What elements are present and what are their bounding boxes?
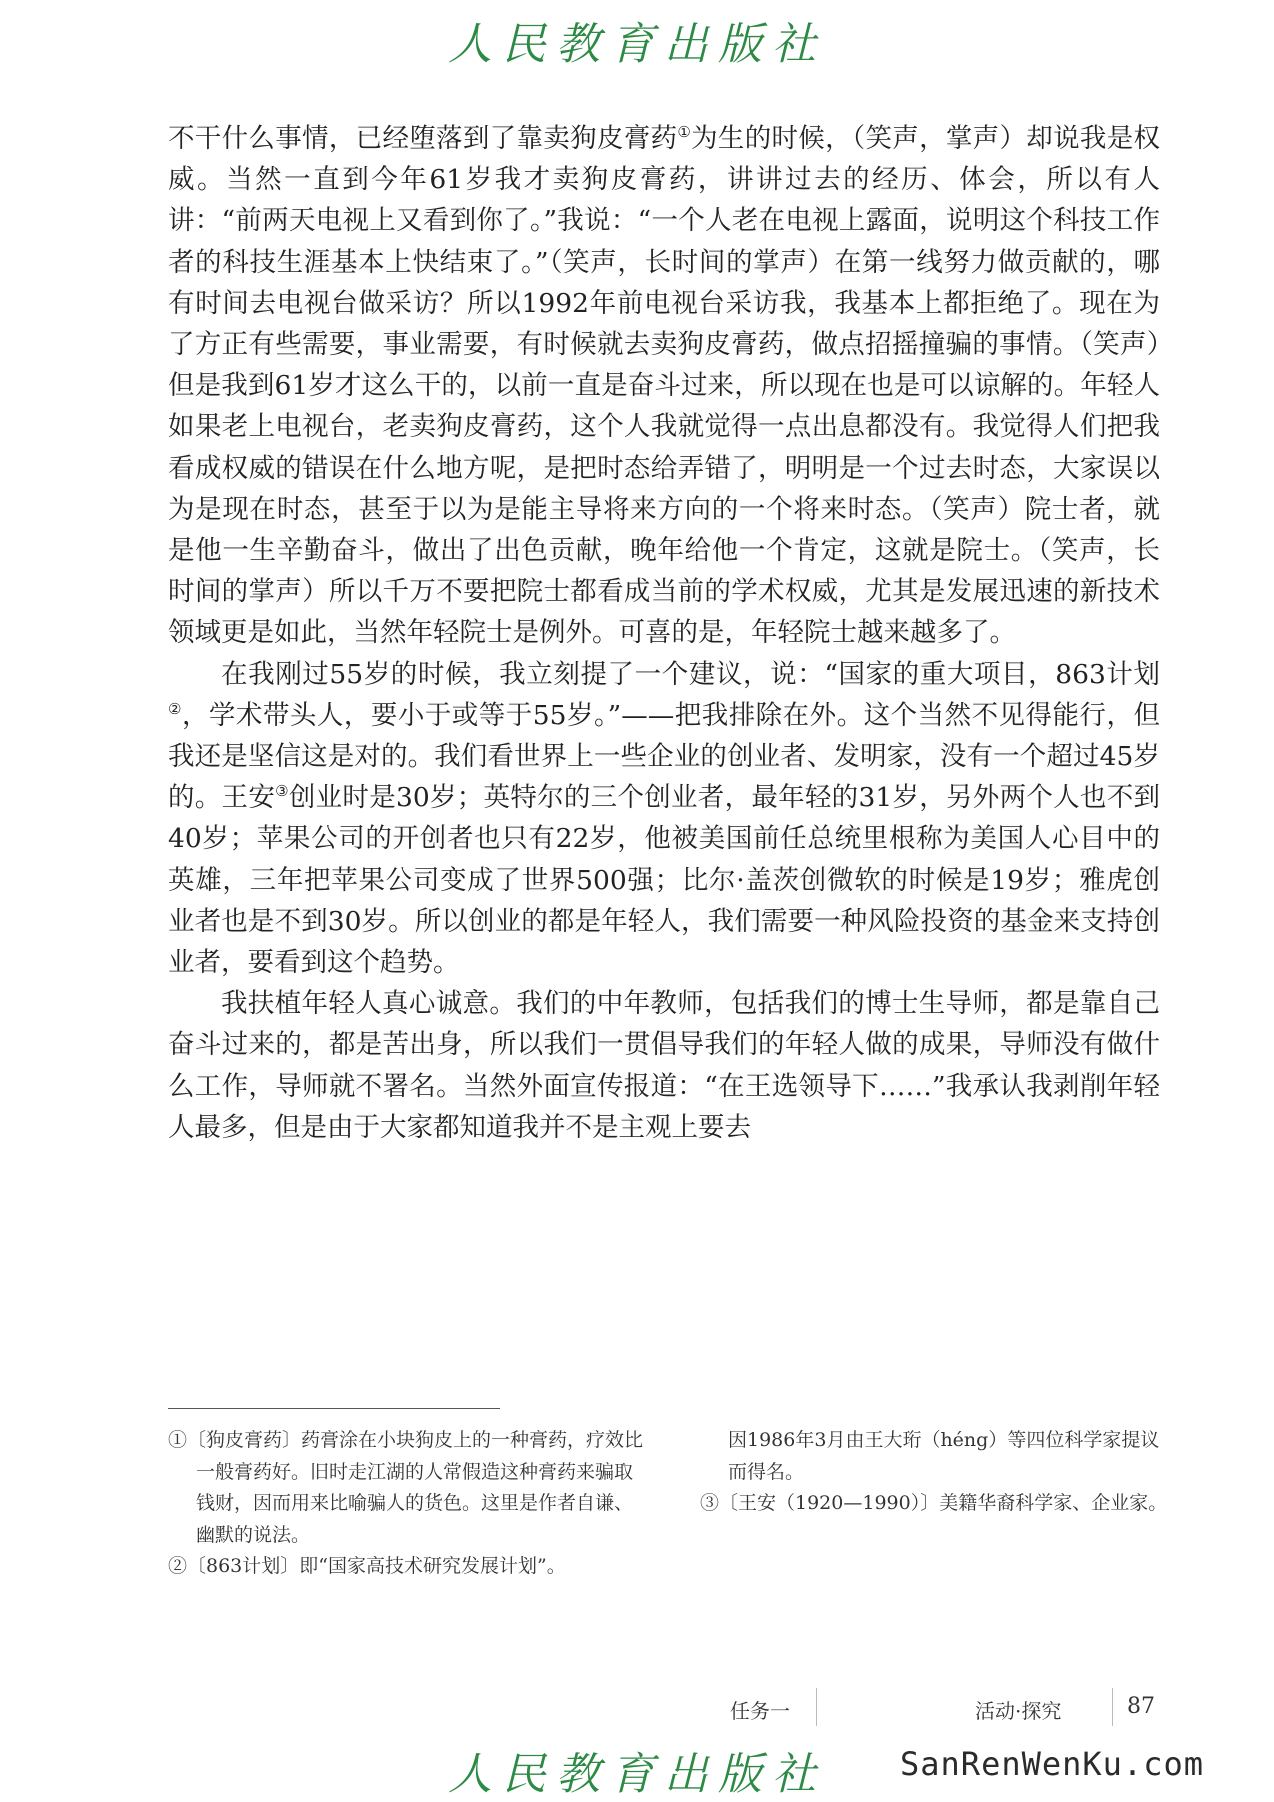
footnote-marker-2[interactable]: ② (168, 700, 182, 719)
paragraph-2-part-c: 创业时是30岁；英特尔的三个创业者，最年轻的31岁，另外两个人也不到40岁；苹果公司的开创者也只有22岁，他被美国前任总统里根称为美国人心目中的英雄，三年把苹果公司变成了世界500强；比尔·盖茨创微软的时候是19岁；雅虎创业者也是不到30岁。所以创业的都是年轻人，我们需要一种风险投资的基金来支持创业者，要看到这个趋势。 (168, 782, 1160, 979)
publisher-logo-bottom: 人民教育出版社 (448, 1749, 826, 1800)
paragraph-2 (168, 654, 1160, 984)
footnote-divider (168, 1408, 500, 1409)
footer-separator (1112, 1688, 1113, 1726)
footer-section-label: 活动·探究 (975, 1699, 1062, 1723)
paragraph-1 (168, 118, 1160, 654)
watermark: SanRenWenKu.com (900, 1745, 1204, 1783)
footnote-marker-3[interactable]: ③ (275, 782, 289, 801)
footer-separator (816, 1688, 817, 1726)
paragraph-1-part-a: 不干什么事情，已经堕落到了靠卖狗皮膏药 (168, 123, 678, 154)
main-body-text (168, 118, 1160, 1148)
page-number: 87 (1127, 1694, 1155, 1719)
footnotes-right-column (700, 1425, 1170, 1520)
footnote-2-continued: 因1986年3月由王大珩（héng）等四位科学家提议而得名。 (728, 1429, 1160, 1483)
paragraph-1-part-b: 为生的时候，（笑声，掌声）却说我是权威。当然一直到今年61岁我才卖狗皮膏药，讲讲过去的经历、体会，所以有人讲：“前两天电视上又看到你了。”我说：“一个人老在电视上露面，说明这个科技工作者的科技生涯基本上快结束了。”（笑声，长时间的掌声）在第一线努力做贡献的，哪有时间去电视台做采访？所以1992年前电视台采访我，我基本上都拒绝了。现在为了方正有些需要，事业需要，有时候就去卖狗皮膏药，做点招摇撞骗的事情。（笑声）但是我到61岁才这么干的，以前一直是奋斗过来，所以现在也是可以谅解的。年轻人如果老上电视台，老卖狗皮膏药，这个人我就觉得一点出息都没有。我觉得人们把我看成权威的错误在什么地方呢，是把时态给弄错了，明明是一个过去时态，大家误以为是现在时态，甚至于以为是能主导将来方向的一个将来时态。（笑声）院士者，就是他一生辛勤奋斗，做出了出色贡献，晚年给他一个肯定，这就是院士。（笑声，长时间的掌声）所以千万不要把院士都看成当前的学术权威，尤其是发展迅速的新技术领域更是如此，当然年轻院士是例外。可喜的是，年轻院士越来越多了。 (168, 123, 1161, 649)
footer-task-label: 任务一 (730, 1699, 790, 1723)
paragraph-2-part-a: 在我刚过55岁的时候，我立刻提了一个建议，说：“国家的重大项目，863计划 (221, 658, 1160, 690)
publisher-logo-top: 人民教育出版社 (448, 19, 826, 70)
footnote-1: ①〔狗皮膏药〕药膏涂在小块狗皮上的一种膏药，疗效比一般膏药好。旧时走江湖的人常假造这种膏药来骗取钱财，因而用来比喻骗人的货色。这里是作者自谦、幽默的说法。 (168, 1429, 644, 1546)
paragraph-3: 我扶植年轻人真心诚意。我们的中年教师，包括我们的博士生导师，都是靠自己奋斗过来的，都是苦出身，所以我们一贯倡导我们的年轻人做的成果，导师没有做什么工作，导师就不署名。当然外面宣传报道：“在王选领导下……”我承认我剥削年轻人最多，但是由于大家都知道我并不是主观上要去 (168, 988, 1160, 1143)
footnote-2: ②〔863计划〕即“国家高技术研究发展计划”。 (168, 1555, 566, 1577)
footnotes-left-column (168, 1425, 646, 1583)
paragraph-2-part-b: ，学术带头人，要小于或等于55岁。”——把我排除在外。这个当然不见得能行，但我还是坚信这是对的。我们看世界上一些企业的创业者、发明家，没有一个超过45岁的。王安 (168, 699, 1160, 814)
footnote-marker-1[interactable]: ① (677, 123, 692, 142)
footnote-3: ③〔王安（1920—1990）〕美籍华裔科学家、企业家。 (700, 1492, 1168, 1514)
